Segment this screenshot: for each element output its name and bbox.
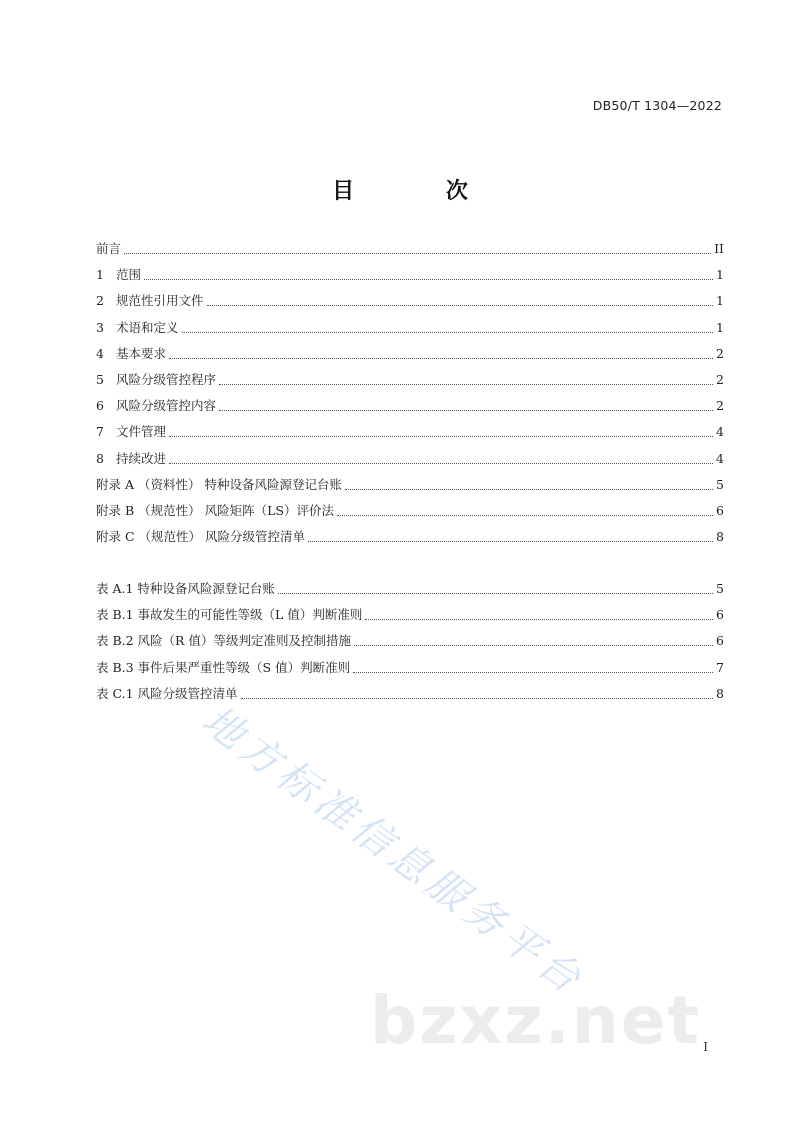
toc-leader-dots bbox=[219, 409, 713, 411]
toc-entry-label: 文件管理 bbox=[116, 424, 167, 440]
toc-leader-dots bbox=[144, 278, 713, 280]
toc-entry[interactable] bbox=[96, 238, 724, 258]
toc-entry[interactable] bbox=[96, 630, 724, 650]
page-number: I bbox=[703, 1040, 708, 1054]
toc-entry-number: 2 bbox=[96, 293, 104, 309]
toc-entry-label: 风险分级管控程序 bbox=[116, 372, 217, 387]
toc-entry-label: 附录 A （资料性） 特种设备风险源登记台账 bbox=[96, 476, 342, 492]
toc-entry-page: 6 bbox=[716, 633, 724, 649]
toc-entry[interactable] bbox=[96, 578, 724, 598]
doc-code: DB50/T 1304—2022 bbox=[592, 98, 722, 113]
toc-entry[interactable] bbox=[96, 448, 724, 468]
toc-entry[interactable] bbox=[96, 343, 724, 363]
toc-entry-page: 8 bbox=[716, 529, 724, 545]
toc-entry-label: 风险分级管控内容 bbox=[116, 398, 217, 414]
toc-entry[interactable] bbox=[96, 657, 724, 677]
toc-entry[interactable] bbox=[96, 395, 724, 415]
page-title: 目 次 bbox=[332, 179, 510, 204]
toc-leader-dots bbox=[345, 488, 713, 490]
toc-entry[interactable] bbox=[96, 604, 724, 624]
toc-entry-page: 1 bbox=[716, 267, 724, 283]
toc-entry[interactable] bbox=[96, 290, 724, 310]
toc-leader-dots bbox=[207, 304, 713, 306]
toc-leader-dots bbox=[365, 618, 713, 620]
toc-entry-number: 5 bbox=[96, 372, 104, 387]
toc-leader-dots bbox=[124, 252, 711, 254]
toc-entry-page: 4 bbox=[716, 450, 724, 466]
toc-entry-label: 表 B.2 风险（R 值）等级判定准则及控制措施 bbox=[96, 633, 351, 649]
toc-entry-label: 规范性引用文件 bbox=[116, 293, 204, 309]
toc-entry[interactable] bbox=[96, 369, 724, 389]
toc-entry-page: 6 bbox=[716, 503, 724, 518]
toc-entry-page: 8 bbox=[716, 685, 724, 701]
toc-entry-label: 附录 B （规范性） 风险矩阵（LS）评价法 bbox=[96, 503, 334, 518]
toc-entry-label: 术语和定义 bbox=[116, 319, 179, 335]
toc-entry-number: 6 bbox=[96, 398, 104, 414]
toc-entry-page: 4 bbox=[716, 424, 724, 440]
toc-entry-label: 范围 bbox=[116, 267, 142, 283]
toc-entry[interactable] bbox=[96, 317, 724, 337]
watermark-en: bzxz.net bbox=[370, 982, 702, 1059]
toc-leader-dots bbox=[353, 671, 713, 673]
toc-entry-page: 5 bbox=[716, 476, 724, 492]
toc-entry-label: 表 C.1 风险分级管控清单 bbox=[96, 685, 238, 701]
toc-entry-page: 1 bbox=[716, 319, 724, 335]
toc-entry-number: 7 bbox=[96, 424, 104, 440]
toc-entry-number: 8 bbox=[96, 450, 104, 466]
toc-leader-dots bbox=[169, 357, 713, 359]
toc-entry-label: 附录 C （规范性） 风险分级管控清单 bbox=[96, 529, 305, 545]
toc-entry-page: 7 bbox=[716, 659, 724, 675]
toc-entry[interactable] bbox=[96, 474, 724, 494]
toc-entry-label: 前言 bbox=[96, 241, 122, 256]
toc-leader-dots bbox=[354, 644, 713, 646]
toc-entry-label: 表 A.1 特种设备风险源登记台账 bbox=[96, 581, 275, 596]
toc-entry-label: 基本要求 bbox=[116, 345, 167, 361]
toc-leader-dots bbox=[182, 331, 713, 333]
toc-entry[interactable] bbox=[96, 264, 724, 284]
toc-leader-dots bbox=[169, 435, 713, 437]
toc-leader-dots bbox=[337, 514, 713, 516]
toc-entry-page: 2 bbox=[716, 372, 724, 387]
toc-leader-dots bbox=[308, 540, 713, 542]
toc-entry-label: 表 B.1 事故发生的可能性等级（L 值）判断准则 bbox=[96, 607, 363, 623]
watermark-cn: 地方标准信息服务平台 bbox=[193, 697, 593, 1005]
toc-entry[interactable] bbox=[96, 683, 724, 703]
toc-entry-number: 1 bbox=[96, 267, 104, 283]
toc-entry-page: 5 bbox=[716, 581, 724, 596]
toc-entry-label: 持续改进 bbox=[116, 450, 167, 466]
toc-entry-number: 3 bbox=[96, 319, 104, 335]
toc-leader-dots bbox=[169, 462, 713, 464]
toc-entry-label: 表 B.3 事件后果严重性等级（S 值）判断准则 bbox=[96, 659, 351, 675]
toc-entry[interactable] bbox=[96, 421, 724, 441]
toc-entry-page: 2 bbox=[716, 345, 724, 361]
toc-entry[interactable] bbox=[96, 500, 724, 520]
toc-entry-page: II bbox=[714, 241, 724, 256]
toc-leader-dots bbox=[219, 383, 713, 385]
toc-entry-number: 4 bbox=[96, 345, 104, 361]
toc-entry-page: 1 bbox=[716, 293, 724, 309]
toc-entry[interactable] bbox=[96, 526, 724, 546]
toc-entry-page: 2 bbox=[716, 398, 724, 414]
toc-leader-dots bbox=[278, 592, 713, 594]
toc-entry-page: 6 bbox=[716, 607, 724, 623]
toc-leader-dots bbox=[241, 697, 714, 699]
